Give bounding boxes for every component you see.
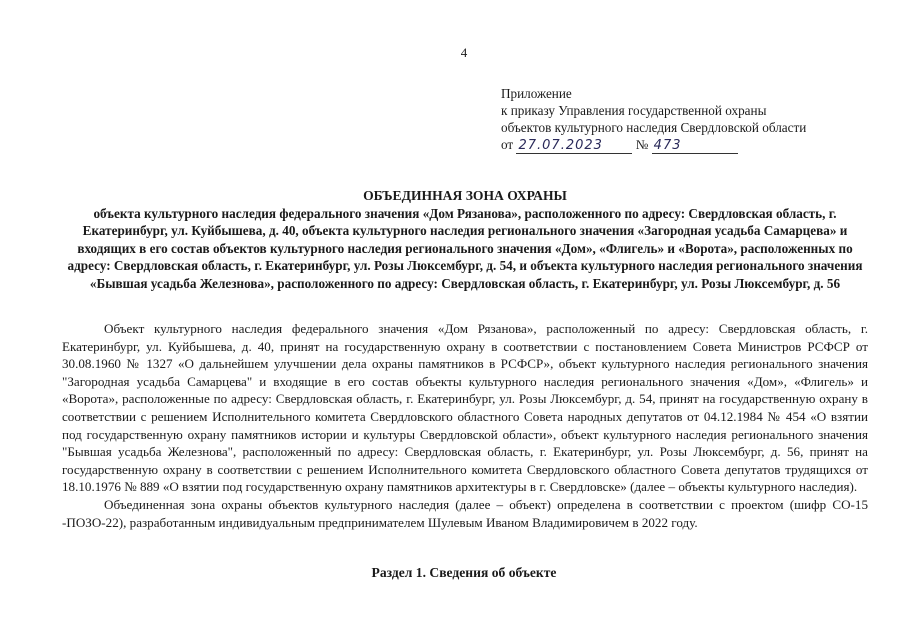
appendix-order-line: к приказу Управления государственной охраны [501,103,767,118]
appendix-date-number-line [501,136,881,154]
document-body [62,320,868,531]
handwritten-number: 473 [652,139,738,154]
appendix-title: Приложение [501,86,572,101]
appendix-block [501,85,881,154]
page-number: 4 [460,45,468,60]
paragraph-project: Объединенная зона охраны объектов культурного наследия (далее – объект) определена в соответствии с проектом (шифр СО-15 -ПОЗО-22), разработанным индивидуальным предпринимателем Шулевым Иваном Владимировичем в 2022 году. [62,496,868,530]
paragraph-objects: Объект культурного наследия федерального значения «Дом Рязанова», расположенный по адресу: Свердловская область, г. Екатеринбург, ул. Куйбышева, д. 40, принят на государственную охрану в соответствии с постановлением Совета Министров РСФСР от 30.08.1960 № 1327 «О дальнейшем улучшении дела охраны памятников в РСФСР», объект культурного наследия регионального значения "Загородная усадьба Самарцева" и входящие в его состав объекты культурного наследия регионального значения «Дом», «Флигель» и «Ворота», расположенные по адресу: Свердловская область, г. Екатеринбург, ул. Розы Люксембург, д. 54, принят на государственную охрану в соответствии с решением Исполнительного комитета Свердловского областного Совета народных депутатов от 04.12.1984 № 454 «О взятии под государственную охрану памятников истории и культуры Свердловской области», объект культурного наследия регионального значения "Бывшая усадьба Железнова", расположенный по адресу: Свердловская область, г. Екатеринбург, ул. Розы Люксембург, д. 56, принят на государственную охрану в соответствии с решением Исполнительного комитета Свердловского областного Совета депутатов трудящихся от 18.10.1976 № 889 «О взятии под государственную охрану памятников архитектуры в г. Свердловске» (далее – объекты культурного наследия). [62,321,868,495]
document-title: ОБЪЕДИННАЯ ЗОНА ОХРАНЫ [363,188,567,203]
section-heading: Раздел 1. Сведения об объекте [371,565,557,580]
number-prefix: № [635,137,649,152]
appendix-agency-line: объектов культурного наследия Свердловской области [501,120,807,135]
document-heading [62,187,868,293]
document-subtitle: объекта культурного наследия федерального значения «Дом Рязанова», расположенного по адресу: Свердловская область, г. Екатеринбург, ул. Куйбышева, д. 40, объекта культурного наследия регионального значения «Загородная усадьба Самарцева» и входящих в его состав объектов культурного наследия регионального значения «Дом», «Флигель» и «Ворота», расположенных по адресу: Свердловская область, г. Екатеринбург, ул. Розы Люксембург, д. 54, и объекта культурного наследия регионального значения «Бывшая усадьба Железнова», расположенного по адресу: Свердловская область, г. Екатеринбург, ул. Розы Люксембург, д. 56 [67,205,863,291]
date-prefix: от [501,137,514,152]
handwritten-date: 27.07.2023 [516,139,632,154]
